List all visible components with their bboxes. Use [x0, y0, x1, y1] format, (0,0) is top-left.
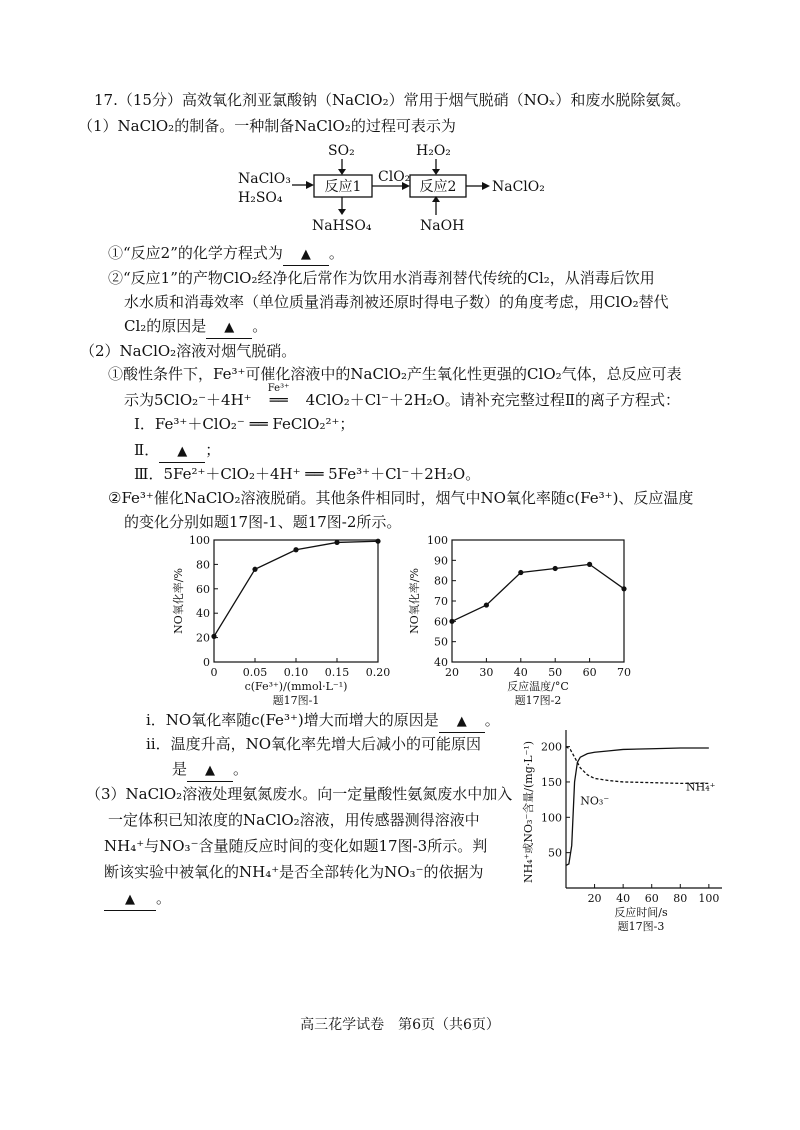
x-tick-label: 20 [445, 666, 459, 679]
question-i: ⅰ．NO氧化率随c(Fe³⁺)增大而增大的原因是 ▲ 。 [146, 710, 500, 733]
chart-title: 题17图-2 [514, 694, 562, 707]
data-point [211, 634, 216, 639]
chart-temperature [404, 532, 644, 708]
data-point [621, 586, 626, 591]
data-point [252, 567, 257, 572]
answer-blank[interactable] [159, 440, 205, 463]
y-tick-label: 50 [434, 635, 448, 649]
chart-nh4-no3-time [518, 724, 730, 938]
part3-line2: 一定体积已知浓度的NaClO₂溶液，用传感器测得溶液中 [108, 811, 480, 829]
series-label-no3: NO₃⁻ [580, 794, 610, 808]
y-tick-label: 80 [196, 558, 210, 572]
series-line-nh4 [566, 747, 709, 784]
part1-title: （1）NaClO₂的制备。一种制备NaClO₂的过程可表示为 [78, 117, 456, 135]
y-tick-label: 100 [427, 534, 448, 547]
flow-input-h2so4: H₂SO₄ [238, 190, 283, 206]
part3-line3: NH₄⁺与NO₃⁻含量随反应时间的变化如题17图-3所示。判 [104, 837, 488, 855]
x-tick-label: 30 [479, 666, 494, 679]
plot-frame [452, 540, 624, 662]
part3-line5: ▲ 。 [104, 888, 171, 911]
x-axis-label: 反应时间/s [614, 906, 668, 919]
flow-naclo2-product: NaClO₂ [492, 179, 545, 195]
x-tick-label: 0.15 [324, 666, 350, 679]
data-point [484, 602, 489, 607]
x-tick-label: 40 [513, 666, 528, 679]
answer-mark: ▲ [125, 892, 135, 907]
answer-blank[interactable] [439, 710, 485, 733]
x-tick-label: 0 [210, 666, 218, 679]
answer-mark: ▲ [456, 714, 467, 729]
part2-sub1-line1: ①酸性条件下，Fe³⁺可催化溶液中的NaClO₂产生氧化性更强的ClO₂气体，总反应可表 [108, 365, 682, 383]
question-ii-line1: ⅱ．温度升高，NO氧化率先增大后减小的可能原因 [146, 735, 482, 753]
flow-h2o2: H₂O₂ [416, 143, 451, 159]
question-header: 17.（15分）高效氧化剂亚氯酸钠（NaClO₂）常用于烟气脱硝（NOₓ）和废水脱除氨氮。 [94, 91, 691, 109]
answer-mark: ▲ [300, 247, 311, 262]
reaction2-label: 反应2 [419, 179, 457, 195]
part1-sub1: ①“反应2”的化学方程式为 ▲ 。 [108, 243, 344, 266]
page-footer: 高三花学试卷 第6页（共6页） [300, 1017, 500, 1033]
x-tick-label: 70 [617, 666, 631, 679]
part1-sub2-line1: ②“反应1”的产物ClO₂经净化后常作为饮用水消毒剂替代传统的Cl₂，从消毒后饮用 [108, 269, 655, 287]
chart-title: 题17图-3 [617, 920, 665, 933]
part2-sub1-line2: 示为5ClO₂⁻＋4H⁺ Fe³⁺ ══ 4ClO₂＋Cl⁻＋2H₂O。请补充完整过程Ⅱ的离子方程式： [124, 383, 681, 409]
part1-sub2-line2: 水水质和消毒效率（单位质量消毒剂被还原时得电子数）的角度考虑，用ClO₂替代 [124, 293, 669, 311]
y-tick-label: 150 [541, 775, 562, 789]
part2-sub2-line1: ②Fe³⁺催化NaClO₂溶液脱硝。其他条件相同时，烟气中NO氧化率随c(Fe³⁺)、反应温度 [108, 489, 694, 507]
step-2: Ⅱ． ▲ ； [134, 440, 220, 463]
series-line [452, 564, 624, 621]
flow-clo2: ClO₂ [378, 169, 411, 185]
x-tick-label: 20 [587, 892, 602, 905]
x-tick-label: 80 [673, 892, 688, 905]
answer-blank[interactable] [283, 243, 329, 266]
step-1: Ⅰ．Fe³⁺＋ClO₂⁻ ══ FeClO₂²⁺； [134, 415, 355, 433]
flow-input-naclo3: NaClO₃ [238, 171, 291, 187]
step-3: Ⅲ．5Fe²⁺＋ClO₂＋4H⁺ ══ 5Fe³⁺＋Cl⁻＋2H₂O。 [134, 465, 481, 483]
x-tick-label: 0.05 [242, 666, 268, 679]
x-tick-label: 0.10 [283, 666, 309, 679]
chart-title: 题17图-1 [272, 694, 320, 707]
x-tick-label: 60 [644, 892, 659, 905]
y-tick-label: 0 [203, 656, 210, 669]
part2-sub2-line2: 的变化分别如题17图-1、题17图-2所示。 [124, 513, 402, 531]
part2-title: （2）NaClO₂溶液对烟气脱硝。 [80, 342, 297, 360]
y-tick-label: 40 [196, 607, 210, 621]
data-point [334, 540, 339, 545]
answer-blank[interactable] [104, 888, 156, 911]
data-point [375, 539, 380, 544]
part3-line4: 断该实验中被氧化的NH₄⁺是否全部转化为NO₃⁻的依据为 [104, 863, 484, 881]
chart-fe-concentration [168, 532, 398, 708]
flow-nahso4: NaHSO₄ [312, 218, 372, 234]
answer-mark: ▲ [177, 444, 188, 459]
flow-naoh: NaOH [420, 218, 465, 234]
answer-blank[interactable] [206, 316, 252, 339]
y-axis-label: NH₄⁺或NO₃⁻含量/(mg·L⁻¹) [522, 740, 535, 884]
y-tick-label: 100 [541, 811, 562, 825]
answer-mark: ▲ [205, 763, 216, 778]
flow-so2: SO₂ [328, 143, 355, 159]
x-tick-label: 0.20 [365, 666, 391, 679]
x-tick-label: 100 [698, 892, 720, 905]
reaction1-label: 反应1 [324, 179, 362, 195]
data-point [518, 570, 523, 575]
series-label-nh4: NH₄⁺ [686, 780, 716, 794]
y-tick-label: 60 [434, 615, 448, 629]
y-axis-label: NO氧化率/% [408, 568, 421, 634]
y-tick-label: 40 [434, 656, 448, 669]
answer-mark: ▲ [224, 320, 235, 335]
x-axis-label: 反应温度/°C [507, 680, 569, 693]
y-tick-label: 200 [541, 740, 562, 754]
y-tick-label: 90 [434, 554, 448, 568]
y-tick-label: 60 [196, 582, 210, 596]
x-axis-label: c(Fe³⁺)/(mmol·L⁻¹) [244, 680, 348, 693]
x-tick-label: 50 [548, 666, 563, 679]
catalyst-arrow: Fe³⁺ ══ [267, 383, 290, 409]
y-tick-label: 20 [196, 631, 210, 645]
y-tick-label: 50 [548, 846, 562, 860]
plot-frame [214, 540, 378, 662]
part1-sub2-line3: Cl₂的原因是 ▲ 。 [124, 316, 267, 339]
part3-line1: （3）NaClO₂溶液处理氨氮废水。向一定量酸性氨氮废水中加入 [86, 785, 513, 803]
data-point [587, 562, 592, 567]
data-point [293, 547, 298, 552]
y-tick-label: 100 [189, 534, 210, 547]
preparation-flow-diagram [230, 138, 550, 238]
question-ii-line2: 是 ▲ 。 [172, 759, 248, 782]
series-line [214, 541, 378, 636]
y-axis-label: NO氧化率/% [172, 568, 185, 634]
y-tick-label: 80 [434, 574, 448, 588]
data-point [449, 619, 454, 624]
answer-blank[interactable] [187, 759, 233, 782]
y-tick-label: 70 [434, 595, 448, 608]
x-tick-label: 60 [582, 666, 597, 679]
x-tick-label: 40 [616, 892, 631, 905]
data-point [553, 566, 558, 571]
